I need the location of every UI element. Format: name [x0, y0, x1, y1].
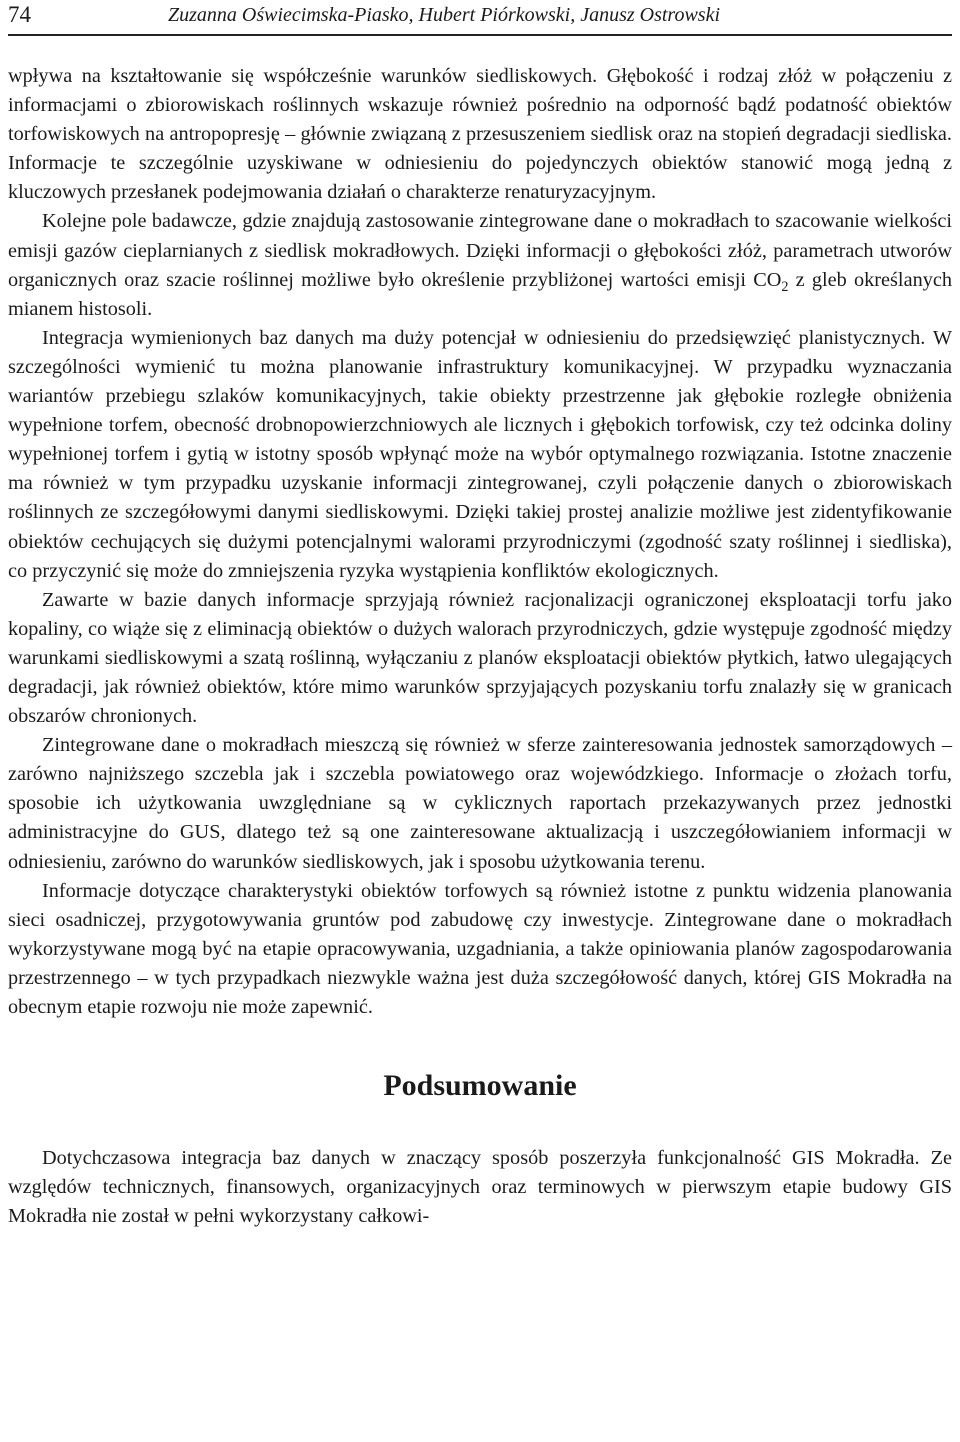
- paragraph-4: Zawarte w bazie danych informacje sprzyjają również racjonalizacji ograniczonej eksploatacji torfu jako kopaliny, co wiąże się z eliminacją obiektów o dużych walorach przyrodniczych, gdzie występuje zgodność między warunkami siedliskowymi a szatą roślinną, wyłączaniu z planów eksploatacji obiektów płytkich, łatwo ulegających degradacji, jak również obiektów, które mimo warunków sprzyjających pozyskaniu torfu znalazły się w granicach obszarów chronionych.: [8, 588, 952, 728]
- paragraph-5: Zintegrowane dane o mokradłach mieszczą się również w sferze zainteresowania jednostek samorządowych – zarówno najniższego szczebla jak i szczebla powiatowego oraz wojewódzkiego. Informacje o złożach torfu, sposobie ich użytkowania uwzględniane są w cyklicznych raportach przekazywanych przez jednostki administracyjne do GUS, dlatego też są one zainteresowane aktualizacją i uszczegółowianiem informacji w odniesieniu, zarówno do warunków siedliskowych, jak i sposobu użytkowania terenu.: [8, 734, 952, 873]
- running-header: [8, 0, 952, 36]
- paragraph-2-tail: z gleb określanych mianem histosoli.: [8, 268, 952, 320]
- paragraph-3: Integracja wymienionych baz danych ma duży potencjał w odniesieniu do przedsięwzięć planistycznych. W szczególności wymienić tu można planowanie infrastruktury komunikacyjnej. W przypadku wyznaczania wariantów przebiegu szlaków komunikacyjnych, takie obiekty przestrzenne jak głębokie rozległe obniżenia wypełnione torfem, obecność drobnopowierzchniowych ale licznych i głębokich torfowisk, czy też odcinka doliny wypełnionej torfem i gytią w istotny sposób wpłynąć może na wybór optymalnego rozwiązania. Istotne znaczenie ma również w tym przypadku uzyskanie informacji zintegrowanej, czyli połączenie danych o zbiorowiskach roślinnych ze szczegółowymi danymi siedliskowymi. Dzięki takiej prostej analizie możliwe jest zidentyfikowanie obiektów cechujących się dużymi potencjalnymi walorami przyrodniczymi (zgodność szaty roślinnej i siedliska), co przyczynić się może do zmniejszenia ryzyka wystąpienia konfliktów ekologicznych.: [8, 326, 952, 582]
- co2-subscript: 2: [781, 278, 789, 295]
- paragraph-1: wpływa na kształtowanie się współcześnie warunków siedliskowych. Głębokość i rodzaj złóż w połączeniu z informacjami o zbiorowiskach roślinnych wskazuje również pośrednio na odporność bądź podatność obiektów torfowiskowych na antropopresję – głównie związaną z przesuszeniem siedlisk oraz na stopień degradacji siedliska. Informacje te szczególnie uzyskiwane w odniesieniu do pojedynczych obiektów stanowić mogą jedną z kluczowych przesłanek podejmowania działań o charakterze renaturyzacyjnym.: [8, 65, 952, 204]
- paragraph-6: Informacje dotyczące charakterystyki obiektów torfowych są również istotne z punktu widzenia planowania sieci osadniczej, przygotowywania gruntów pod zabudowę czy inwestycje. Zintegrowane dane o mokradłach wykorzystywane mogą być na etapie opracowywania, uzgadniania, a także opiniowania planów zagospodarowania przestrzennego – w tych przypadkach niezwykle ważna jest duża szczegółowość danych, której GIS Mokradła na obecnym etapie rozwoju nie może zapewnić.: [8, 879, 952, 1018]
- page-number: 74: [8, 2, 31, 27]
- section-paragraph-1: Dotychczasowa integracja baz danych w znaczący sposób poszerzyła funkcjonalność GIS Mokradła. Ze względów technicznych, finansowych, organizacyjnych oraz terminowych w pierwszym etapie budowy GIS Mokradła nie został w pełni wykorzystany całkowi-: [8, 1147, 952, 1228]
- paragraph-2: [8, 207, 952, 323]
- running-head-authors: Zuzanna Oświecimska-Piasko, Hubert Piórkowski, Janusz Ostrowski: [168, 4, 721, 26]
- body-text: [8, 62, 952, 1231]
- section-heading: Podsumowanie: [383, 1069, 577, 1103]
- paragraph-2-text: Kolejne pole badawcze, gdzie znajdują zastosowanie zintegrowane dane o mokradłach to szacowanie wielkości emisji gazów cieplarnianych z siedlisk mokradłowych. Dzięki informacji o głębokości złóż, parametrach utworów organicznych oraz szacie roślinnej możliwe było określenie przybliżonej wartości emisji CO: [8, 210, 952, 291]
